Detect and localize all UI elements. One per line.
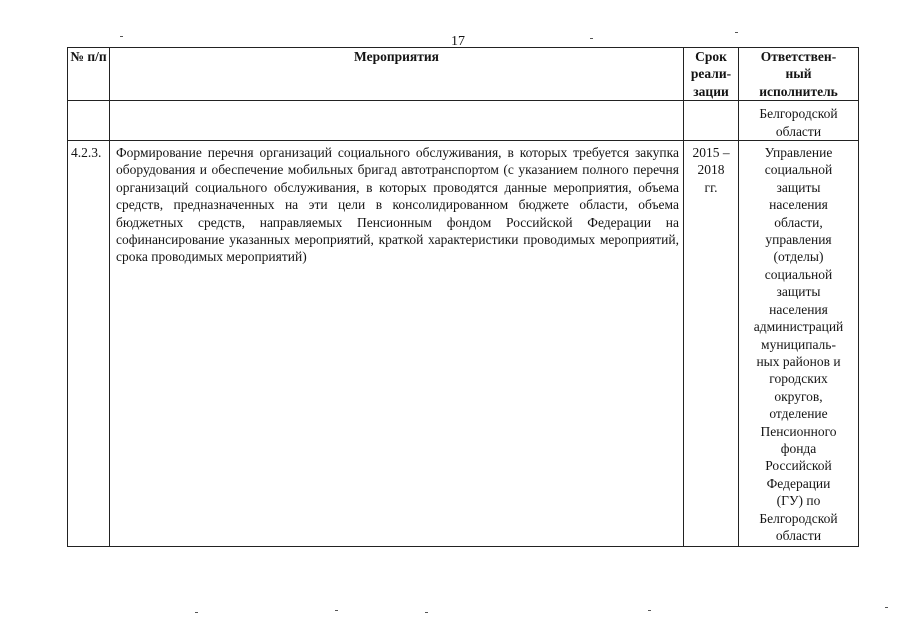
- continuation-executor-line: Белгородской: [759, 106, 838, 122]
- row-executor-line: управления: [765, 232, 832, 248]
- row-term: [684, 141, 739, 547]
- row-executor-line: фонда: [780, 440, 817, 456]
- row-executor-line: Федерации: [766, 475, 831, 491]
- continuation-executor-cell: [739, 101, 859, 141]
- row-executor-line: области: [775, 527, 822, 543]
- continuation-number-cell: [68, 101, 110, 141]
- header-term-line: зации: [693, 83, 729, 99]
- row-executor-line: администраций: [753, 319, 844, 335]
- scan-speck: [590, 38, 593, 39]
- header-executor-line: ный: [785, 66, 812, 82]
- row-executor-line: населения: [769, 301, 828, 317]
- header-number: [68, 48, 110, 101]
- row-term-line: 2015 –: [692, 145, 730, 161]
- header-executor-line: исполнитель: [759, 83, 838, 99]
- row-executor: [739, 141, 859, 547]
- activities-table: [67, 47, 859, 547]
- header-term: [684, 48, 739, 101]
- row-executor-line: ных районов и: [756, 353, 841, 369]
- scan-speck: [425, 612, 428, 613]
- continuation-activity-cell: [110, 101, 684, 141]
- continuation-term-cell: [684, 101, 739, 141]
- row-executor-line: защиты: [776, 179, 821, 195]
- continuation-row: [68, 101, 859, 141]
- scan-speck: [195, 612, 198, 613]
- scan-speck: [335, 610, 338, 611]
- page-number: 17: [451, 34, 465, 49]
- row-executor-line: (отделы): [773, 249, 824, 265]
- row-executor-line: муниципаль-: [761, 336, 836, 352]
- table-header-row: [68, 48, 859, 101]
- row-executor-line: защиты: [776, 284, 821, 300]
- scan-speck: [735, 32, 738, 33]
- row-executor-line: социальной: [764, 162, 833, 178]
- row-executor-line: Белгородской: [759, 510, 838, 526]
- row-executor-line: социальной: [764, 266, 833, 282]
- continuation-executor-line: области: [775, 123, 822, 139]
- row-executor-line: Пенсионного: [760, 423, 837, 439]
- header-activities: Мероприятия: [110, 48, 684, 101]
- row-executor-line: городских: [769, 371, 828, 387]
- row-number: 4.2.3.: [68, 141, 110, 547]
- row-executor-line: округов,: [774, 388, 823, 404]
- row-executor-line: области,: [774, 214, 823, 230]
- scan-speck: [885, 607, 888, 608]
- scan-speck: [648, 610, 651, 611]
- row-term-line: 2018: [697, 162, 725, 178]
- table-row: [68, 141, 859, 547]
- header-number-text: № п/п: [70, 49, 107, 64]
- header-executor-line: Ответствен-: [760, 49, 837, 64]
- row-executor-line: отделение: [769, 406, 828, 422]
- row-term-line: гг.: [704, 179, 718, 195]
- row-activity: Формирование перечня организаций социального обслуживания, в которых требуется закупка оборудования и обеспечение мобильных бригад автотранспортом (с указанием полного перечня организаций социального обслуживания, в которых проводятся данные мероприятия, объема средств, предназначенных на эти цели в консолидированном бюджете области, объема бюджетных средств, направляемых Пенсионным фондом Российской Федерации на софинансирование указанных мероприятий, краткой характеристики проводимых мероприятий, срока проводимых мероприятий): [110, 141, 684, 547]
- row-executor-line: (ГУ) по: [776, 493, 821, 509]
- scan-speck: [120, 36, 123, 37]
- row-executor-line: населения: [769, 197, 828, 213]
- row-executor-line: Российской: [765, 458, 832, 474]
- header-term-line: Срок: [695, 49, 727, 64]
- header-term-line: реали-: [690, 66, 732, 82]
- row-executor-line: Управление: [764, 145, 833, 161]
- header-executor: [739, 48, 859, 101]
